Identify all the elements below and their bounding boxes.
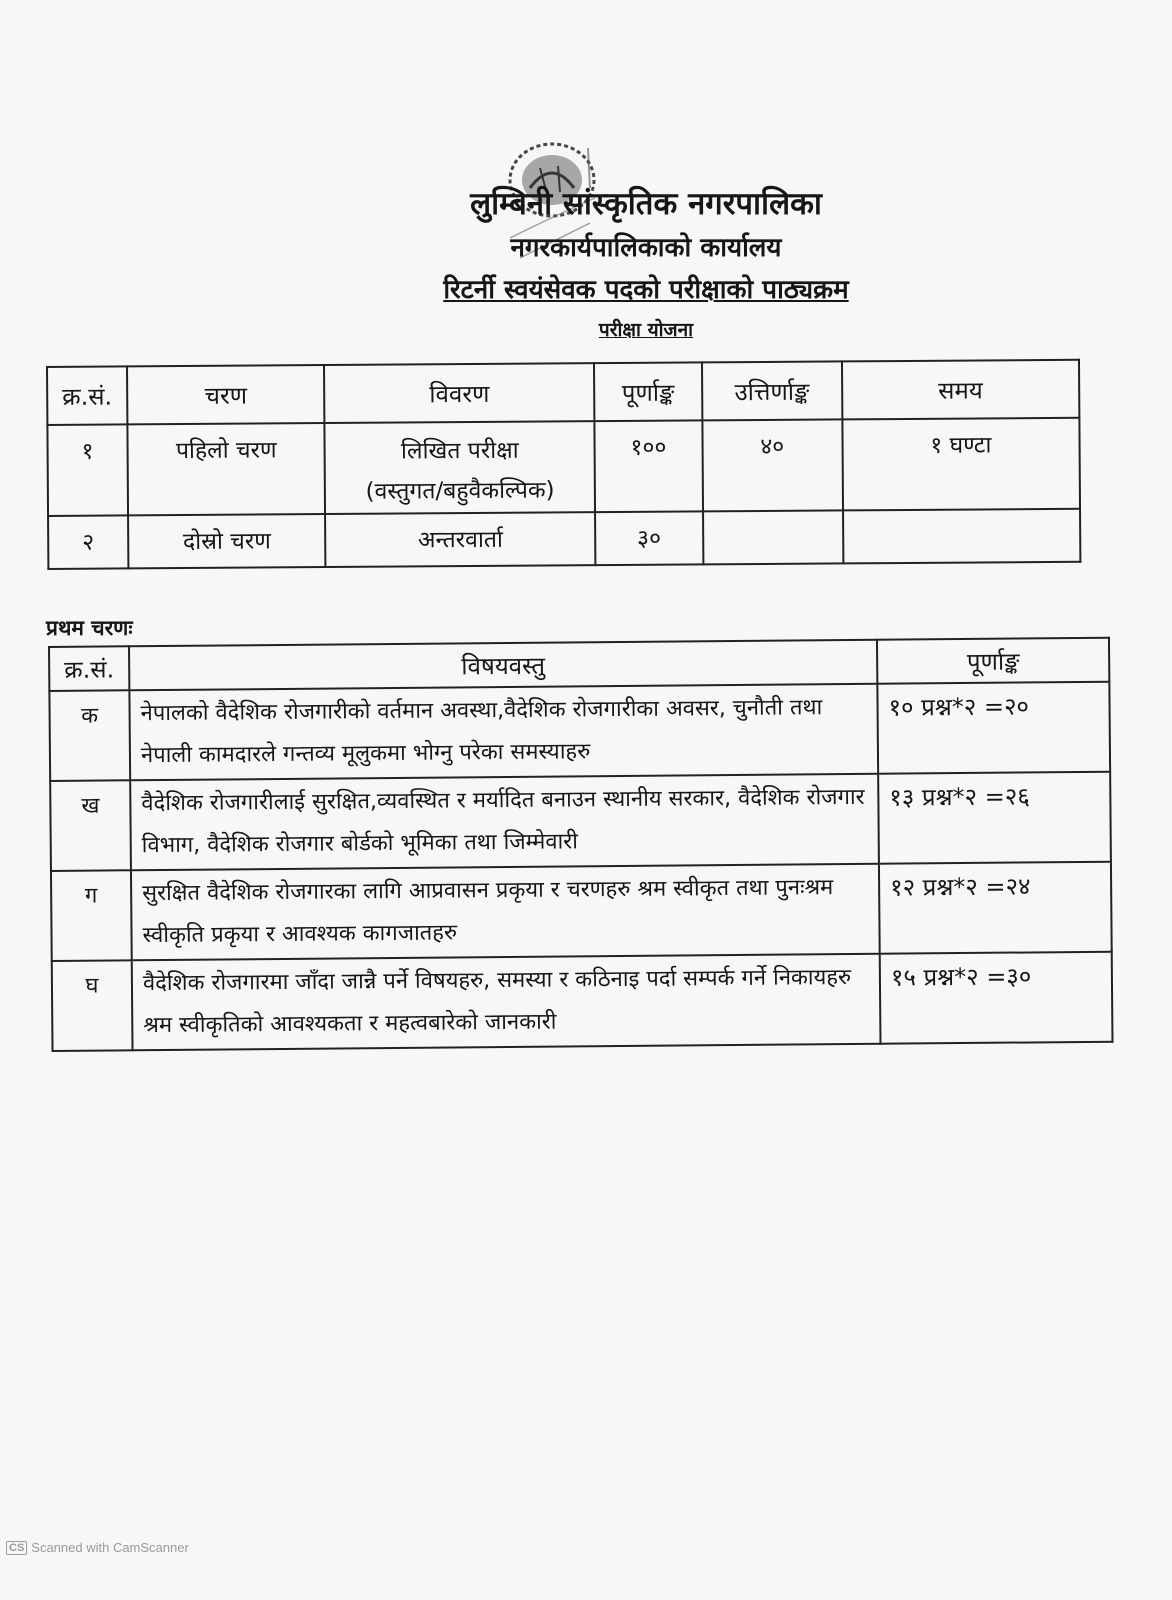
cell-full-marks: ३० (595, 511, 703, 565)
cell-pass-marks (703, 510, 843, 564)
header-pass-marks: उत्तिर्णाङ्क (702, 361, 842, 420)
header-stage: चरण (127, 365, 325, 424)
cell-description: अन्तरवार्ता (325, 512, 595, 567)
cell-marks: १३ प्रश्न*२ =२६ (878, 772, 1111, 864)
description-line: (वस्तुगत/बहुवैकल्पिक) (365, 477, 555, 505)
cell-sn: ख (50, 780, 131, 871)
cell-sn: २ (48, 515, 128, 569)
table-header-row (47, 360, 1079, 425)
org-name: लुम्बिनी सांस्कृतिक नगरपालिका (470, 186, 822, 222)
cell-marks: १० प्रश्न*२ =२० (877, 682, 1110, 774)
cell-time (843, 509, 1081, 564)
cell-stage: दोस्रो चरण (128, 514, 326, 568)
syllabus-content-table (48, 637, 1114, 1052)
cell-marks: १२ प्रश्न*२ =२४ (879, 862, 1112, 954)
cell-description (325, 421, 595, 514)
header-sn: क्र.सं. (49, 646, 129, 691)
document-subtitle: परीक्षा योजना (598, 319, 694, 341)
cell-stage: पहिलो चरण (127, 423, 325, 515)
cell-content: वैदेशिक रोजगारीलाई सुरक्षित,व्यवस्थित र मर्यादित बनाउन स्थानीय सरकार, वैदेशिक रोजगार विभाग, वैदेशिक रोजगार बोर्डको भूमिका तथा जिम्मेवारी (130, 774, 879, 871)
cell-full-marks: १०० (594, 420, 702, 512)
cell-sn: ग (51, 870, 132, 961)
header-full-marks: पूर्णाङ्क (594, 362, 702, 421)
cell-content: नेपालको वैदेशिक रोजगारीको वर्तमान अवस्था,वैदेशिक रोजगारीका अवसर, चुनौती तथा नेपाली कामदारले गन्तव्य मूलुकमा भोग्नु परेका समस्याहरु (129, 684, 878, 781)
office-name: नगरकार्यपालिकाको कार्यालय (510, 233, 782, 263)
header-marks: पूर्णाङ्क (877, 638, 1109, 684)
table-row (49, 682, 1110, 781)
header-content: विषयवस्तु (129, 640, 877, 691)
section-label: प्रथम चरणः (46, 616, 133, 640)
table-row (47, 418, 1080, 516)
table-row (50, 772, 1111, 871)
header-description: विवरण (324, 363, 594, 423)
header-time: समय (842, 360, 1080, 420)
table-row (51, 862, 1112, 961)
cell-sn: घ (52, 960, 133, 1051)
cell-content: सुरक्षित वैदेशिक रोजगारका लागि आप्रवासन प्रकृया र चरणहरु श्रम स्वीकृत तथा पुनःश्रम स्वीकृति प्रकृया र आवश्यक कागजातहरु (131, 864, 880, 961)
cell-sn: क (49, 690, 130, 781)
scanner-watermark (6, 1540, 189, 1555)
cell-sn: १ (47, 424, 128, 516)
watermark-text: Scanned with CamScanner (31, 1540, 189, 1555)
cell-marks: १५ प्रश्न*२ =३० (880, 952, 1113, 1044)
description-line: लिखित परीक्षा (400, 437, 519, 465)
document-title: रिटर्नी स्वयंसेवक पदको परीक्षाको पाठ्यक्रम (443, 275, 849, 305)
cell-content: वैदेशिक रोजगारमा जाँदा जान्नै पर्ने विषयहरु, समस्या र कठिनाइ पर्दा सम्पर्क गर्ने निकायहरु श्रम स्वीकृतिको आवश्यकता र महत्वबारेको जानकारी (132, 954, 881, 1051)
header-sn: क्र.सं. (47, 366, 127, 425)
exam-plan-table (46, 359, 1081, 570)
camscanner-logo: CS (6, 1541, 27, 1555)
table-row (48, 509, 1080, 569)
cell-time: १ घण्टा (842, 418, 1080, 511)
table-row (52, 952, 1113, 1051)
cell-pass-marks: ४० (702, 419, 842, 511)
